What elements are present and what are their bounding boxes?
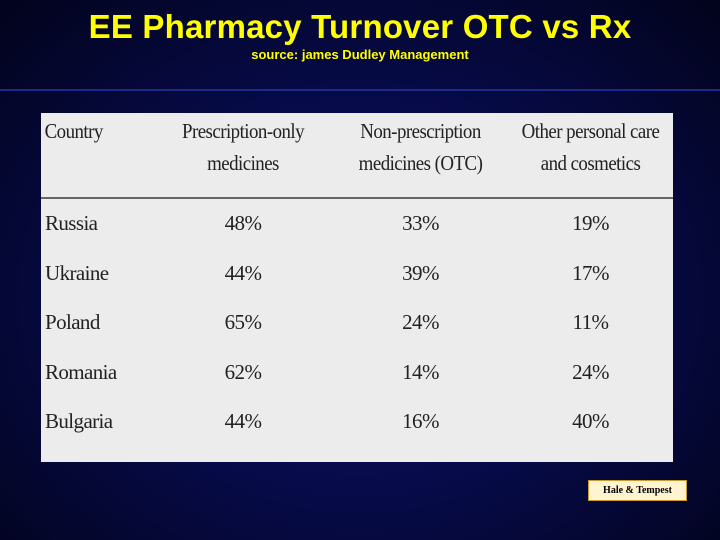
table-header-row: [41, 113, 673, 198]
country-cell: Bulgaria: [45, 409, 113, 434]
slide-title: EE Pharmacy Turnover OTC vs Rx: [88, 8, 632, 45]
country-cell: Romania: [45, 359, 117, 384]
table-row: [41, 249, 673, 299]
other-cell: 19%: [572, 211, 609, 236]
country-cell: Poland: [45, 310, 100, 335]
other-cell: 11%: [572, 310, 609, 335]
header-other-personal-care: [516, 113, 665, 198]
other-cell: 17%: [572, 260, 609, 285]
prescription-cell: 44%: [224, 260, 262, 285]
header-prescription-only: [162, 113, 324, 198]
scanned-table-image: [41, 113, 673, 462]
otc-cell: 14%: [402, 359, 439, 384]
country-cell: Russia: [45, 211, 98, 236]
slide-subtitle: source: james Dudley Management: [251, 47, 469, 62]
header-line: Prescription-only: [181, 119, 305, 143]
header-line: medicines (OTC): [358, 151, 483, 175]
prescription-cell: 48%: [224, 211, 262, 236]
prescription-cell: 65%: [224, 310, 262, 335]
header-country: [41, 113, 142, 198]
otc-cell: 24%: [402, 310, 439, 335]
prescription-cell: 62%: [224, 359, 262, 384]
header-line: Other personal care: [521, 119, 660, 143]
table-row: [41, 298, 673, 348]
header-non-prescription: [342, 113, 500, 198]
header-line: Non-prescription: [360, 119, 481, 143]
otc-cell: 33%: [402, 211, 439, 236]
other-cell: 40%: [572, 409, 609, 434]
title-divider: [0, 89, 720, 91]
prescription-cell: 44%: [224, 409, 262, 434]
header-line: Country: [44, 119, 103, 143]
country-cell: Ukraine: [45, 260, 109, 285]
header-line: medicines: [207, 151, 279, 175]
header-line: and cosmetics: [540, 151, 641, 175]
otc-cell: 39%: [402, 260, 439, 285]
table-row: [41, 348, 673, 398]
turnover-table: [41, 113, 673, 447]
table-row: [41, 198, 673, 249]
other-cell: 24%: [572, 359, 609, 384]
hale-tempest-badge: Hale & Tempest: [588, 480, 687, 501]
table-row: [41, 397, 673, 447]
otc-cell: 16%: [402, 409, 439, 434]
